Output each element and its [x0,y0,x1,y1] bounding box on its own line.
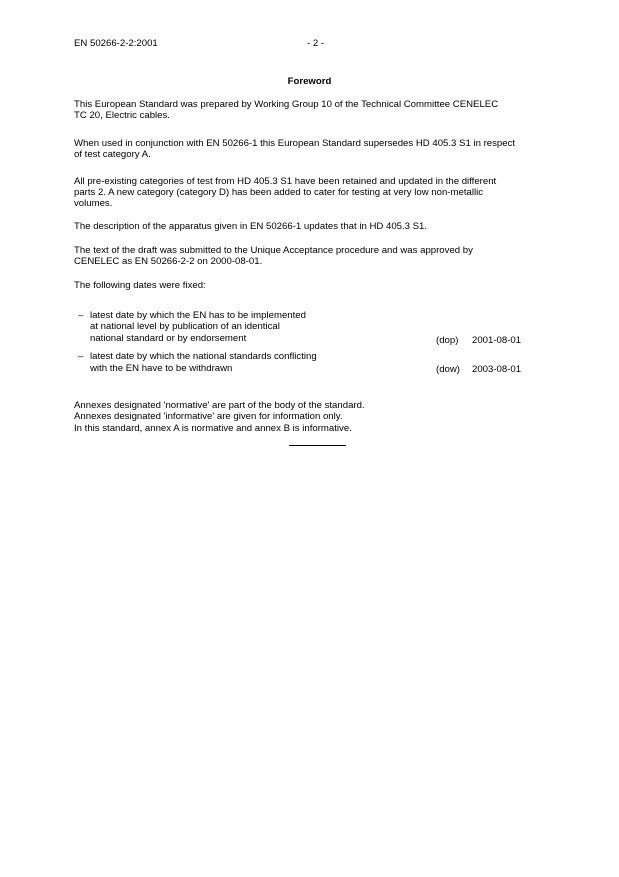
dow-date: 2003-08-01 [472,364,522,375]
section-title: Foreword [287,76,332,87]
annex-note: Annexes designated 'normative' are part of the body of the standard. [74,400,365,411]
dow-line: with the EN have to be withdrawn [90,363,233,374]
dop-line: latest date by which the EN has to be implemented [90,310,306,321]
dow-code: (dow) [436,364,460,375]
end-rule [289,445,346,446]
paragraph-line: volumes. [74,198,113,209]
paragraph-line: CENELEC as EN 50266-2-2 on 2000-08-01. [74,256,263,267]
paragraph-line: The text of the draft was submitted to the Unique Acceptance procedure and was approved by [74,245,473,256]
list-bullet: – [78,351,84,362]
paragraph-line: of test category A. [74,149,151,160]
paragraph-line: This European Standard was prepared by Working Group 10 of the Technical Committee CENELEC [74,99,499,110]
dop-date: 2001-08-01 [472,335,522,346]
dop-line: national standard or by endorsement [90,333,247,344]
list-bullet: – [78,310,84,321]
paragraph-line: parts 2. A new category (category D) has been added to cater for testing at very low non-metallic [74,187,484,198]
annex-note: In this standard, annex A is normative and annex B is informative. [74,423,352,434]
dow-line: latest date by which the national standards conflicting [90,351,317,362]
annex-note: Annexes designated 'informative' are given for information only. [74,411,343,422]
paragraph-line: When used in conjunction with EN 50266-1 this European Standard supersedes HD 405.3 S1 in respect [74,138,516,149]
document-id: EN 50266-2-2:2001 [74,38,158,49]
paragraph-line: TC 20, Electric cables. [74,110,170,121]
dop-line: at national level by publication of an identical [90,321,280,332]
paragraph-line: The description of the apparatus given in EN 50266-1 updates that in HD 405.3 S1. [74,221,428,232]
paragraph-line: The following dates were fixed: [74,280,206,291]
paragraph-line: All pre-existing categories of test from HD 405.3 S1 have been retained and updated in the different [74,176,497,187]
page-number: - 2 - [307,38,325,49]
dop-code: (dop) [436,335,459,346]
